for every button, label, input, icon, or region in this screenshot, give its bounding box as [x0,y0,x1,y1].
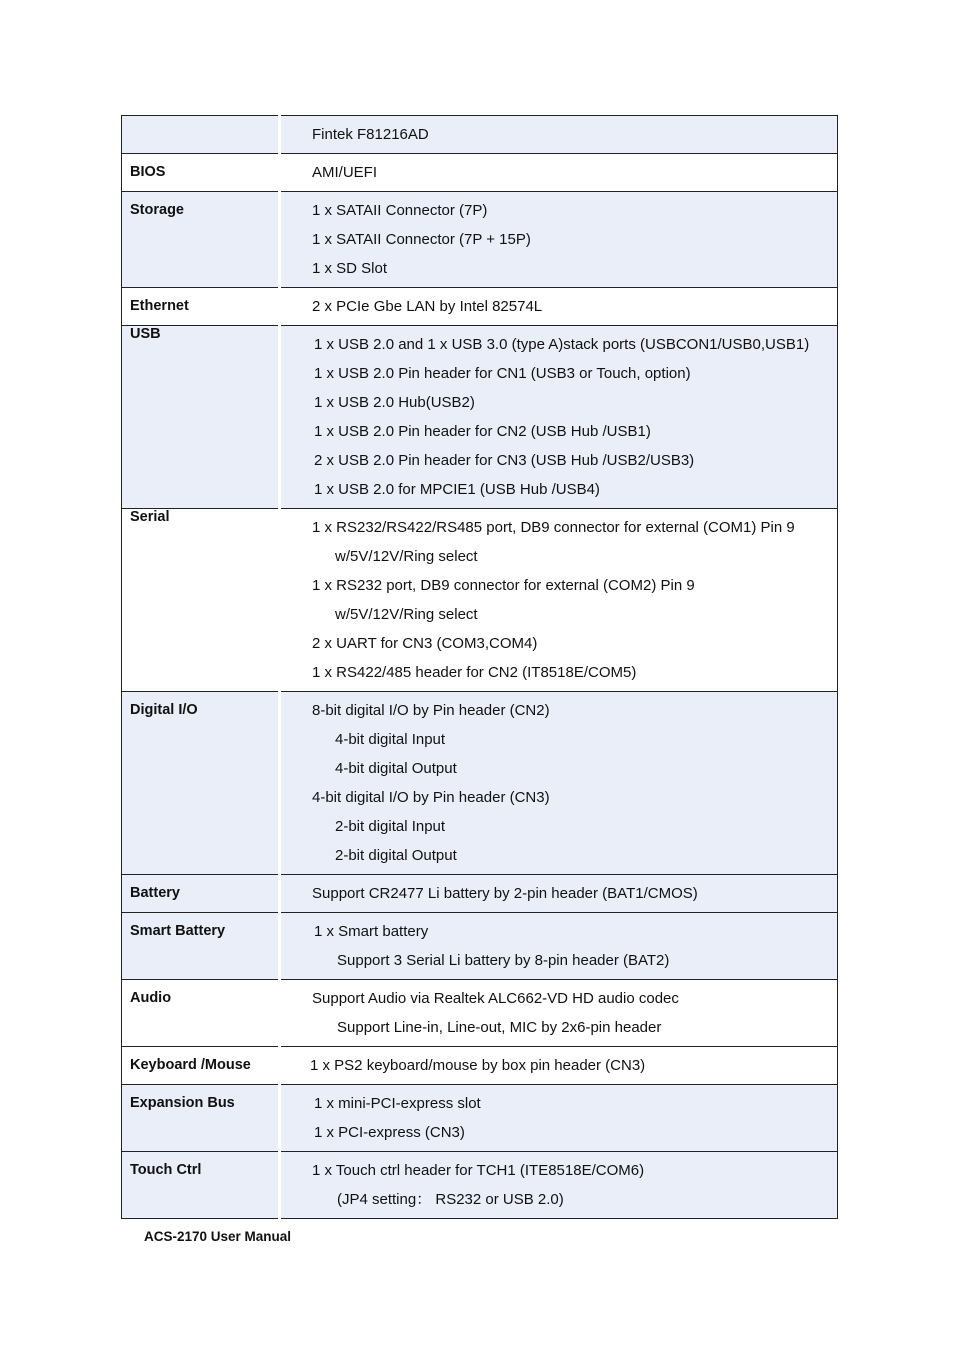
value-line: w/5V/12V/Ring select [335,548,478,565]
table-row [122,326,838,509]
row-value-cell [280,692,838,875]
table-row [122,980,838,1047]
table-row [122,913,838,980]
row-label-expansion-bus: Expansion Bus [130,1095,235,1111]
row-label-keyboard-mouse: Keyboard /Mouse [130,1057,251,1073]
value-line: 4-bit digital I/O by Pin header (CN3) [312,789,550,806]
value-line: 1 x USB 2.0 and 1 x USB 3.0 (type A)stack ports (USBCON1/USB0,USB1) [314,336,810,353]
row-label-usb: USB [130,326,161,342]
value-line: 1 x Smart battery [314,923,429,940]
row-value-cell [280,288,838,326]
row-label-cell [122,980,280,1047]
row-label-cell [122,1085,280,1152]
row-label-storage: Storage [130,202,184,218]
value-line: Support CR2477 Li battery by 2-pin header (BAT1/CMOS) [312,885,698,902]
table-row [122,692,838,875]
value-line: 2 x UART for CN3 (COM3,COM4) [312,635,538,652]
value-line: 1 x mini-PCI-express slot [314,1095,481,1112]
value-line: 4-bit digital Output [335,760,457,777]
table-row [122,116,838,154]
value-line: Support 3 Serial Li battery by 8-pin header (BAT2) [337,952,670,969]
value-line: 1 x PS2 keyboard/mouse by box pin header (CN3) [310,1057,646,1074]
table-row [122,1047,838,1085]
specification-table [121,115,838,1219]
row-value-cell [280,913,838,980]
row-label-ethernet: Ethernet [130,298,189,314]
value-line: 1 x SATAII Connector (7P + 15P) [312,231,531,248]
value-line: 1 x RS232 port, DB9 connector for external (COM2) Pin 9 [312,577,695,594]
footer-manual-title: ACS-2170 User Manual [144,1229,292,1244]
table-row [122,875,838,913]
row-value-cell [280,326,838,509]
row-label-cell [122,326,280,509]
row-label-battery: Battery [130,885,180,901]
value-line: 1 x SATAII Connector (7P) [312,202,488,219]
value-line: AMI/UEFI [312,164,378,181]
value-line: 1 x RS422/485 header for CN2 (IT8518E/COM5) [312,664,637,681]
table-row [122,1085,838,1152]
row-label-cell [122,913,280,980]
row-label-audio: Audio [130,990,172,1006]
value-line: 4-bit digital Input [335,731,446,748]
row-value-cell [280,1047,838,1085]
value-line: Support Line-in, Line-out, MIC by 2x6-pin header [337,1019,662,1036]
table-row [122,509,838,692]
value-line: 1 x USB 2.0 Hub(USB2) [314,394,475,411]
row-label-cell [122,509,280,692]
value-line: 1 x USB 2.0 Pin header for CN2 (USB Hub /USB1) [314,423,651,440]
value-line: 1 x USB 2.0 for MPCIE1 (USB Hub /USB4) [314,481,600,498]
value-line: 2 x USB 2.0 Pin header for CN3 (USB Hub /USB2/USB3) [314,452,695,469]
value-line: Fintek F81216AD [312,126,429,143]
row-label-cell [122,875,280,913]
table-row [122,192,838,288]
row-value-cell [280,154,838,192]
row-label-serial: Serial [130,509,170,525]
row-label-touch-ctrl: Touch Ctrl [130,1162,202,1178]
row-label [126,116,278,126]
value-line: w/5V/12V/Ring select [335,606,478,623]
row-label-cell [122,692,280,875]
row-label-cell [122,154,280,192]
row-label-digital-io: Digital I/O [130,702,198,718]
row-label-bios: BIOS [130,164,166,180]
value-line: 2-bit digital Input [335,818,446,835]
value-line: 2-bit digital Output [335,847,457,864]
row-value-cell [280,980,838,1047]
row-label-cell [122,116,280,154]
row-label-cell [122,288,280,326]
value-line: 1 x PCI-express (CN3) [314,1124,465,1141]
row-value-cell [280,875,838,913]
table-row [122,1152,838,1219]
value-line: 1 x SD Slot [312,260,388,277]
row-value-cell [280,1152,838,1219]
row-value-cell [280,116,838,154]
row-label-cell [122,1047,280,1085]
row-value-cell [280,1085,838,1152]
value-line: Support Audio via Realtek ALC662-VD HD audio codec [312,990,679,1007]
value-line: (JP4 setting： RS232 or USB 2.0) [337,1191,564,1208]
row-value-cell [280,509,838,692]
row-label-cell [122,1152,280,1219]
row-value-cell [280,192,838,288]
value-line: 1 x USB 2.0 Pin header for CN1 (USB3 or Touch, option) [314,365,691,382]
value-line: 8-bit digital I/O by Pin header (CN2) [312,702,550,719]
value-line: 2 x PCIe Gbe LAN by Intel 82574L [312,298,543,315]
table-row [122,288,838,326]
row-label-cell [122,192,280,288]
table-row [122,154,838,192]
value-line: 1 x RS232/RS422/RS485 port, DB9 connector for external (COM1) Pin 9 [312,519,795,536]
row-label-smart-battery: Smart Battery [130,923,226,939]
value-line: 1 x Touch ctrl header for TCH1 (ITE8518E/COM6) [312,1162,645,1179]
